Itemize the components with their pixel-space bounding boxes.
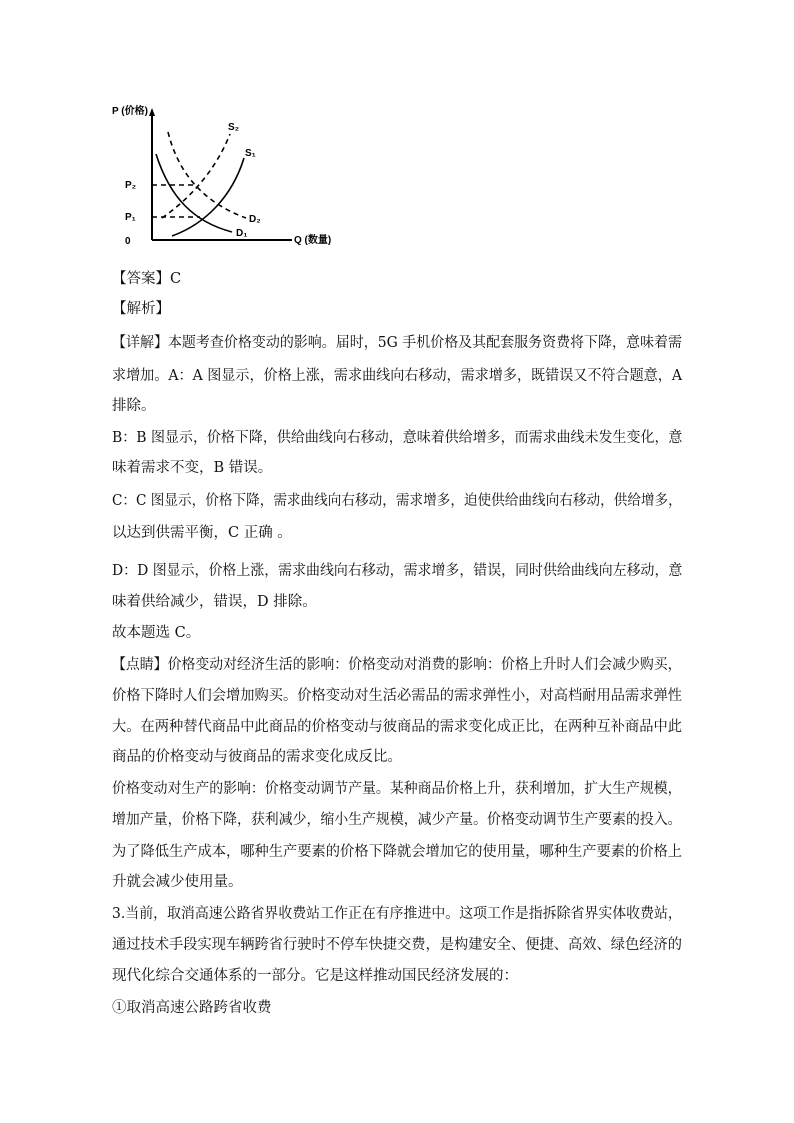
option-b-line: 味着需求不变，B 错误。 [112,460,273,476]
x-axis-label: Q (数量) [294,235,332,246]
answer-line: 【答案】C [112,271,182,287]
p2-label: P₂ [125,180,137,191]
d2-label: D₂ [249,214,261,225]
option-c-line: 以达到供需平衡，C 正确 。 [112,525,292,541]
option-c-line: C：C 图显示，价格下降，需求曲线向右移动，需求增多，迫使供给曲线向右移动，供给增多， [112,493,682,509]
question-3-line: 通过技术手段实现车辆跨省行驶时不停车快捷交费，是构建安全、便捷、高效、绿色经济的 [112,937,683,953]
s1-label: S₁ [245,148,256,159]
conclusion-line: 故本题选 C。 [112,625,201,641]
tip-line: 【点睛】价格变动对经济生活的影响：价格变动对消费的影响：价格上升时人们会减少购买， [112,657,682,673]
p1-label: P₁ [125,212,136,223]
option-b-line: B：B 图显示，价格下降，供给曲线向右移动，意味着供给增多，而需求曲线未发生变化，意 [112,430,683,446]
option-d-line: 味着供给减少，错误，D 排除。 [112,594,317,610]
detail-line: 【详解】本题考查价格变动的影响。届时，5G 手机价格及其配套服务资费将下降，意味着需 [112,335,682,351]
y-axis-label: P (价格) [112,106,148,117]
tip-line: 商品的价格变动与彼商品的需求变化成反比。 [112,749,402,765]
production-line: 价格变动对生产的影响：价格变动调节产量。某种商品价格上升，获利增加，扩大生产规模， [112,781,682,797]
detail-line: 求增加。A：A 图显示，价格上涨，需求曲线向右移动，需求增多，既错误又不符合题意，A [112,368,683,384]
detail-line: 排除。 [112,398,156,414]
tip-line: 价格下降时人们会增加购买。价格变动对生活必需品的需求弹性小，对高档耐用品需求弹性 [112,688,683,704]
production-line: 升就会减少使用量。 [112,874,243,890]
tip-line: 大。在两种替代商品中此商品的价格变动与彼商品的需求变化成正比，在两种互补商品中此 [112,719,683,735]
question-3-line: 现代化综合交通体系的一部分。它是这样推动国民经济发展的： [112,968,518,984]
production-line: 为了降低生产成本，哪种生产要素的价格下降就会增加它的使用量，哪种生产要素的价格上 [112,844,683,860]
demand-curve-d1 [156,154,232,232]
question-3-line: 3.当前，取消高速公路省界收费站工作正在有序推进中。这项工作是指拆除省界实体收费站， [112,906,682,922]
analysis-heading: 【解析】 [112,301,170,317]
option-d-line: D：D 图显示，价格上涨，需求曲线向右移动，需求增多，错误，同时供给曲线向左移动，意 [112,563,683,579]
d1-label: D₁ [236,228,248,239]
origin-label: 0 [125,236,131,247]
s2-label: S₂ [228,122,240,133]
supply-demand-graph [110,102,332,252]
production-line: 增加产量，价格下降，获利减少，缩小生产规模，减少产量。价格变动调节生产要素的投入。 [112,812,682,828]
question-3-option-1: ①取消高速公路跨省收费 [112,1000,272,1016]
